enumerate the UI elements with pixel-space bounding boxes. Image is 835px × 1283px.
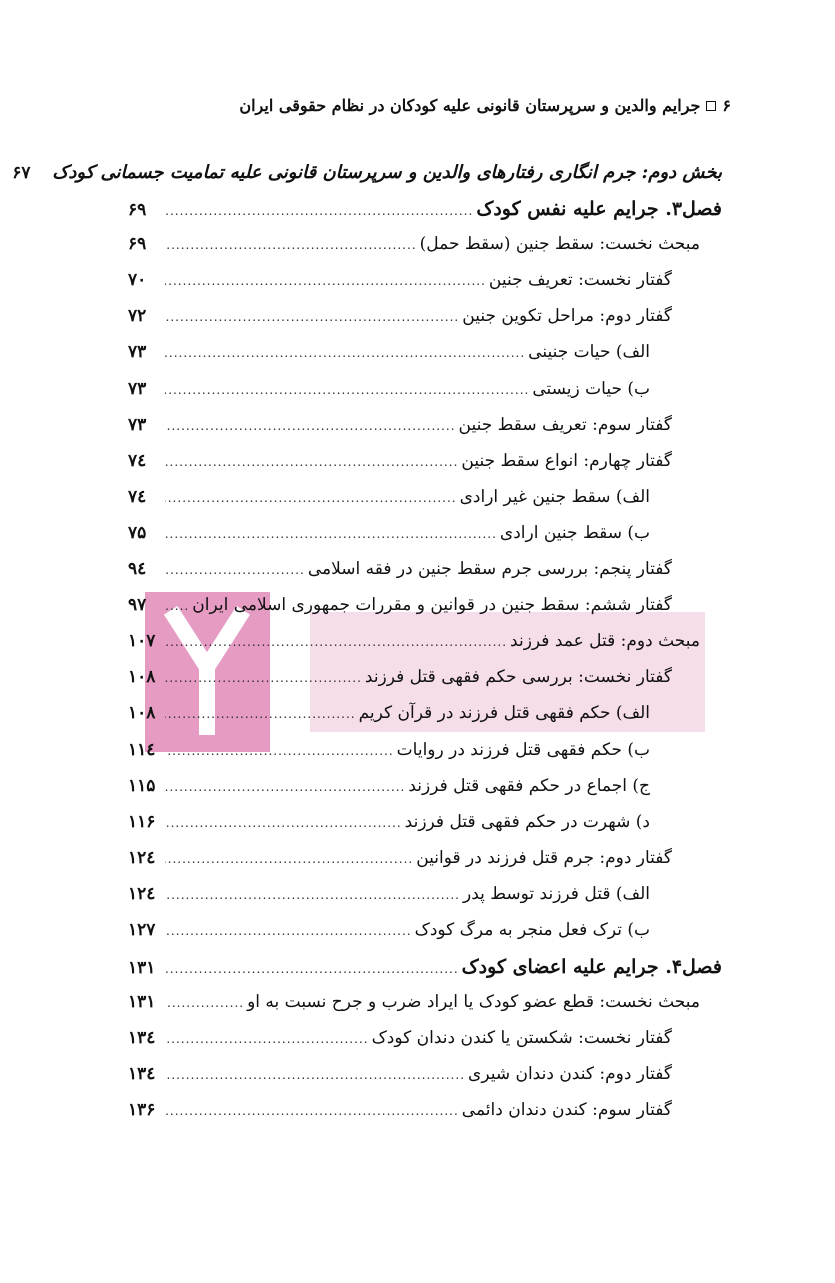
toc-entry-title: ب) سقط جنین ارادی bbox=[499, 522, 650, 543]
dot-leader bbox=[165, 204, 473, 218]
toc-entry-title: بخش دوم: جرم انگاری رفتارهای والدین و سرپرستان قانونی علیه تمامیت جسمانی کودک bbox=[52, 162, 722, 183]
toc-entry-page: ۷٤ bbox=[128, 486, 147, 507]
dot-leader bbox=[165, 1032, 369, 1046]
dot-leader bbox=[165, 635, 507, 649]
toc-entry-page: ۱۲٤ bbox=[128, 847, 156, 868]
toc-entry-title: گفتار ششم: سقط جنین در قوانین و مقررات جمهوری اسلامی ایران bbox=[192, 595, 672, 616]
toc-entry-page: ۷۳ bbox=[128, 378, 147, 399]
toc-entry bbox=[128, 415, 722, 451]
toc-entry-page: ۹۷ bbox=[128, 595, 147, 616]
toc-entry-page: ۱۱۵ bbox=[128, 775, 156, 796]
toc-entry-title: الف) سقط جنین غیر ارادی bbox=[459, 486, 650, 507]
dot-leader bbox=[165, 310, 459, 324]
toc-entry bbox=[128, 1100, 722, 1136]
dot-leader bbox=[165, 346, 525, 360]
dot-leader bbox=[165, 671, 362, 685]
toc-entry-page: ۱۰۷ bbox=[128, 631, 156, 652]
toc-entry bbox=[128, 848, 722, 884]
toc-entry-title: گفتار نخست: بررسی حکم فقهی قتل فرزند bbox=[364, 667, 672, 688]
toc-entry-page: ۱۳۶ bbox=[128, 1100, 156, 1121]
toc-entry-page: ۱۱۶ bbox=[128, 811, 156, 832]
dot-leader bbox=[165, 563, 305, 577]
toc-entry-page: ۷۵ bbox=[128, 522, 147, 543]
toc-entry-page: ۱۰۸ bbox=[128, 667, 156, 688]
toc-entry-title: الف) حکم فقهی قتل فرزند در قرآن کریم bbox=[358, 703, 650, 724]
dot-leader bbox=[165, 1068, 465, 1082]
dot-leader bbox=[165, 274, 486, 288]
toc-entry bbox=[128, 270, 722, 306]
toc-entry bbox=[128, 379, 722, 415]
toc-entry-title: مبحث نخست: سقط جنین (سقط حمل) bbox=[419, 234, 700, 255]
dot-leader bbox=[165, 491, 457, 505]
toc-entry-title: گفتار سوم: تعریف سقط جنین bbox=[458, 414, 672, 435]
toc-entry-page: ۱۰۸ bbox=[128, 703, 156, 724]
dot-leader bbox=[165, 816, 402, 830]
toc-entry-title: ج) اجماع در حکم فقهی قتل فرزند bbox=[408, 775, 650, 796]
dot-leader bbox=[165, 996, 244, 1010]
toc-entry bbox=[128, 740, 722, 776]
toc-entry bbox=[128, 703, 722, 739]
toc-entry-page: ۶۹ bbox=[128, 200, 147, 221]
dot-leader bbox=[165, 383, 529, 397]
dot-leader bbox=[165, 707, 356, 721]
toc-entry-title: فصل۴. جرایم علیه اعضای کودک bbox=[461, 956, 722, 979]
toc-entry bbox=[128, 523, 722, 559]
square-bullet-icon bbox=[706, 101, 716, 111]
toc-entry-page: ۷۳ bbox=[128, 414, 147, 435]
header-page-number: ۶ bbox=[722, 96, 731, 115]
toc-entry-title: الف) قتل فرزند توسط پدر bbox=[462, 883, 650, 904]
toc-entry bbox=[128, 306, 722, 342]
running-header bbox=[239, 96, 731, 115]
toc-entry-page: ۱۲۷ bbox=[128, 919, 156, 940]
toc-entry-title: گفتار نخست: شکستن یا کندن دندان کودک bbox=[371, 1028, 672, 1049]
toc-entry bbox=[128, 631, 722, 667]
dot-leader bbox=[165, 888, 460, 902]
toc-entry-title: ب) حکم فقهی قتل فرزند در روایات bbox=[396, 739, 650, 760]
toc-entry-page: ۶۷ bbox=[12, 163, 31, 183]
dot-leader bbox=[165, 599, 189, 613]
toc-entry bbox=[128, 487, 722, 523]
toc-entry bbox=[12, 162, 722, 198]
toc-entry bbox=[128, 198, 722, 234]
toc-entry-page: ۱۱٤ bbox=[128, 739, 156, 760]
toc-entry bbox=[128, 956, 722, 992]
toc-entry bbox=[128, 234, 722, 270]
toc-entry-title: گفتار پنجم: بررسی جرم سقط جنین در فقه اسلامی bbox=[307, 559, 672, 580]
dot-leader bbox=[165, 1104, 459, 1118]
toc-entry bbox=[128, 920, 722, 956]
dot-leader bbox=[165, 238, 417, 252]
toc-entry bbox=[128, 1028, 722, 1064]
table-of-contents bbox=[12, 162, 722, 1137]
toc-entry-page: ۱۲٤ bbox=[128, 883, 156, 904]
toc-entry-title: گفتار نخست: تعریف جنین bbox=[488, 270, 672, 291]
dot-leader bbox=[165, 962, 459, 976]
toc-entry-title: د) شهرت در حکم فقهی قتل فرزند bbox=[404, 811, 650, 832]
toc-entry-title: گفتار دوم: جرم قتل فرزند در قوانین bbox=[416, 847, 672, 868]
toc-entry-title: گفتار سوم: کندن دندان دائمی bbox=[461, 1100, 672, 1121]
toc-entry bbox=[128, 884, 722, 920]
toc-entry bbox=[128, 776, 722, 812]
dot-leader bbox=[165, 527, 497, 541]
dot-leader bbox=[165, 924, 412, 938]
toc-entry-page: ۷۳ bbox=[128, 342, 147, 363]
toc-entry-page: ۱۳۱ bbox=[128, 992, 156, 1013]
toc-entry-title: گفتار دوم: کندن دندان شیری bbox=[468, 1064, 672, 1085]
toc-entry-page: ۷۲ bbox=[128, 306, 147, 327]
dot-leader bbox=[165, 744, 394, 758]
header-title: جرایم والدین و سرپرستان قانونی علیه کودکان در نظام حقوقی ایران bbox=[239, 96, 701, 115]
toc-entry bbox=[128, 812, 722, 848]
toc-entry-title: ب) ترک فعل منجر به مرگ کودک bbox=[414, 919, 650, 940]
toc-entry-title: مبحث دوم: قتل عمد فرزند bbox=[510, 631, 700, 652]
toc-entry-page: ۱۳۱ bbox=[128, 958, 156, 979]
toc-entry-title: مبحث نخست: قطع عضو کودک یا ایراد ضرب و جرح نسبت به او bbox=[247, 992, 700, 1013]
dot-leader bbox=[165, 780, 405, 794]
toc-entry-title: فصل۳. جرایم علیه نفس کودک bbox=[476, 198, 722, 221]
dot-leader bbox=[165, 852, 413, 866]
toc-entry-page: ۱۳٤ bbox=[128, 1064, 156, 1085]
toc-entry-page: ۹٤ bbox=[128, 559, 147, 580]
toc-entry-title: ب) حیات زیستی bbox=[532, 378, 650, 399]
toc-entry bbox=[128, 1064, 722, 1100]
dot-leader bbox=[165, 419, 456, 433]
toc-entry-title: گفتار دوم: مراحل تکوین جنین bbox=[462, 306, 672, 327]
toc-entry bbox=[128, 992, 722, 1028]
toc-entry-page: ۱۳٤ bbox=[128, 1028, 156, 1049]
toc-entry-title: الف) حیات جنینی bbox=[528, 342, 650, 363]
toc-entry-page: ۷٤ bbox=[128, 450, 147, 471]
toc-entry bbox=[128, 559, 722, 595]
toc-entry-page: ۷۰ bbox=[128, 270, 147, 291]
toc-entry-page: ۶۹ bbox=[128, 234, 147, 255]
dot-leader bbox=[165, 455, 458, 469]
toc-entry bbox=[128, 667, 722, 703]
toc-entry bbox=[128, 451, 722, 487]
toc-entry bbox=[128, 342, 722, 378]
toc-entry-title: گفتار چهارم: انواع سقط جنین bbox=[461, 450, 672, 471]
toc-entry bbox=[128, 595, 722, 631]
